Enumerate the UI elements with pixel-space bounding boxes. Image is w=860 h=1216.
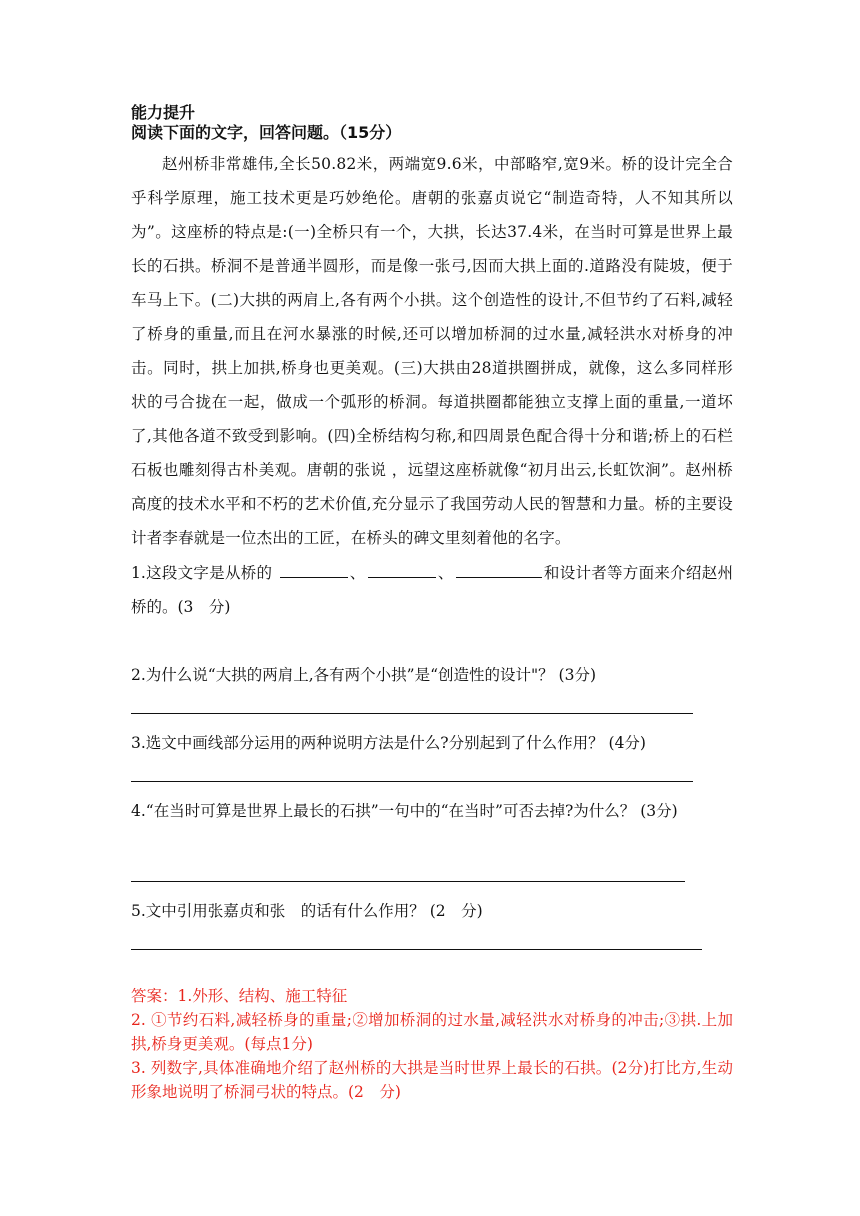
section-title: 能力提升: [131, 103, 196, 122]
question-5-answer-line[interactable]: [131, 949, 702, 950]
question-1-blank-1[interactable]: [280, 555, 348, 578]
question-4: 4.“在当时可算是世界上最长的石拱”一句中的“在当时”可否去掉?为什么？ (3分): [131, 802, 678, 820]
question-4-answer-line[interactable]: [131, 881, 685, 882]
answer-2: 2. ①节约石料,减轻桥身的重量;②增加桥洞的过水量,减轻洪水对桥身的冲击;③拱.上加拱,桥身更美观。(每点1分): [131, 1011, 733, 1053]
question-3-answer-line[interactable]: [131, 781, 693, 782]
question-1-blank-3[interactable]: [456, 555, 542, 578]
answer-key: [131, 984, 733, 1104]
question-1-suffix: 和设计者等方面来介绍赵州桥的。(3 分): [131, 564, 733, 616]
question-1: [131, 555, 733, 624]
reading-passage: 赵州桥非常雄伟,全长50.82米，两端宽9.6米，中部略窄,宽9米。桥的设计完全合乎科学原理，施工技术更是巧妙绝伦。唐朝的张嘉贞说它“制造奇特，人不知其所以为”。这座桥的特点是:(一)全桥只有一个，大拱，长达37.4米，在当时可算是世界上最长的石拱。桥洞不是普通半圆形，而是像一张弓,因而大拱上面的.道路没有陡坡，便于车马上下。(二)大拱的两肩上,各有两个小拱。这个创造性的设计,不但节约了石料,减轻了桥身的重量,而且在河水暴涨的时候,还可以增加桥洞的过水量,减轻洪水对桥身的冲击。同时，拱上加拱,桥身也更美观。(三)大拱由28道拱圈拼成，就像，这么多同样形状的弓合拢在一起，做成一个弧形的桥洞。每道拱圈都能独立支撑上面的重量,一道坏了,其他各道不致受到影响。(四)全桥结构匀称,和四周景色配合得十分和谐;桥上的石栏石板也雕刻得古朴美观。唐朝的张说 ，远望这座桥就像“初月出云,长虹饮涧”。赵州桥高度的技术水平和不朽的艺术价值,充分显示了我国劳动人民的智慧和力量。桥的主要设计者李春就是一位杰出的工匠，在桥头的碑文里刻着他的名字。: [131, 155, 733, 547]
question-3: 3.选文中画线部分运用的两种说明方法是什么?分别起到了什么作用？ (4分): [131, 734, 646, 752]
question-2: 2.为什么说“大拱的两肩上,各有两个小拱”是“创造性的设计"？ (3分): [131, 666, 597, 684]
question-5: 5.文中引用张嘉贞和张 的话有什么作用？ (2 分): [131, 902, 483, 920]
question-1-separator-1: 、: [349, 564, 366, 582]
question-1-blank-2[interactable]: [368, 555, 436, 578]
answer-3: 3. 列数字,具体准确地介绍了赵州桥的大拱是当时世界上最长的石拱。(2分)打比方,生动形象地说明了桥洞弓状的特点。(2 分): [131, 1059, 733, 1101]
question-1-prefix: 1.这段文字是从桥的: [131, 564, 273, 582]
answer-1: 答案：1.外形、结构、施工特征: [131, 987, 348, 1005]
main-content: [131, 103, 733, 624]
reading-instruction: 阅读下面的文字，回答问题。（15分）: [131, 123, 402, 142]
question-2-answer-line[interactable]: [131, 713, 693, 714]
question-1-separator-2: 、: [437, 564, 454, 582]
